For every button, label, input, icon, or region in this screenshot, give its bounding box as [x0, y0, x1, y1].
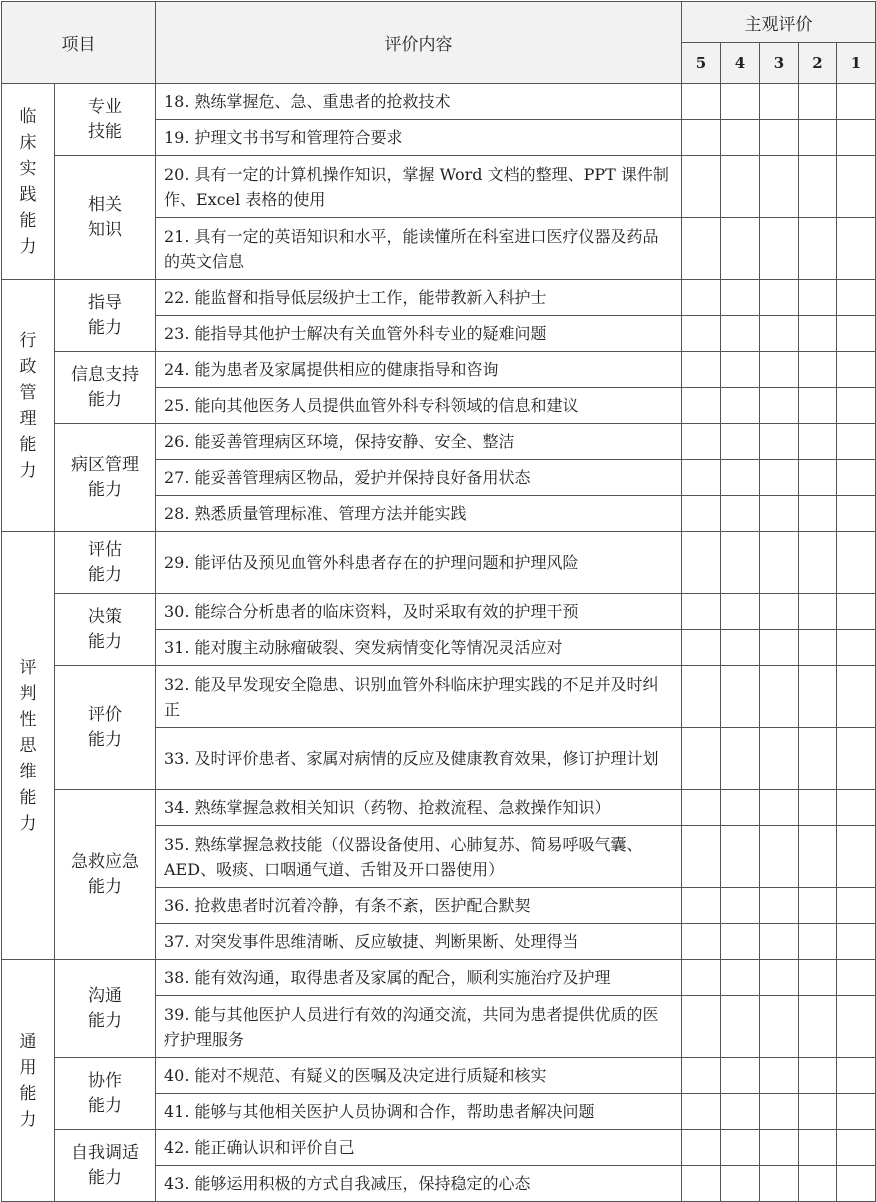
score-cell-2[interactable]	[799, 532, 837, 594]
subcategory-label: 相关知识	[88, 194, 122, 240]
score-cell-3[interactable]	[760, 316, 799, 352]
table-row	[2, 594, 876, 630]
score-cell-1[interactable]	[837, 888, 876, 924]
score-cell-1[interactable]	[837, 460, 876, 496]
subcategory-cell	[55, 424, 156, 532]
subcategory-cell	[55, 532, 156, 594]
score-cell-3[interactable]	[760, 84, 799, 120]
score-cell-3[interactable]	[760, 120, 799, 156]
subcategory-label: 病区管理能力	[71, 454, 139, 500]
score-cell-3[interactable]	[760, 1166, 799, 1202]
category-cell	[2, 532, 55, 960]
evaluation-item: 25. 能向其他医务人员提供血管外科专科领域的信息和建议	[156, 388, 682, 424]
score-cell-1[interactable]	[837, 996, 876, 1058]
score-cell-5[interactable]	[682, 496, 721, 532]
evaluation-item: 19. 护理文书书写和管理符合要求	[156, 120, 682, 156]
score-header-1: 1	[837, 43, 876, 84]
subcategory-cell	[55, 1058, 156, 1130]
score-cell-4[interactable]	[721, 826, 760, 888]
score-cell-4[interactable]	[721, 460, 760, 496]
score-cell-4[interactable]	[721, 1094, 760, 1130]
evaluation-item: 35. 熟练掌握急救技能（仪器设备使用、心肺复苏、简易呼吸气囊、AED、吸痰、口咽通气道、舌钳及开口器使用）	[156, 826, 682, 888]
score-cell-3[interactable]	[760, 424, 799, 460]
evaluation-item: 42. 能正确认识和评价自己	[156, 1130, 682, 1166]
subcategory-cell	[55, 1130, 156, 1202]
score-cell-3[interactable]	[760, 594, 799, 630]
score-cell-1[interactable]	[837, 790, 876, 826]
score-cell-5[interactable]	[682, 666, 721, 728]
header-content: 评价内容	[156, 2, 682, 84]
category-label: 评判性思维能力	[19, 657, 37, 834]
score-cell-5[interactable]	[682, 594, 721, 630]
table-row	[2, 1130, 876, 1166]
score-cell-4[interactable]	[721, 594, 760, 630]
subcategory-cell	[55, 156, 156, 280]
score-cell-2[interactable]	[799, 924, 837, 960]
score-cell-3[interactable]	[760, 156, 799, 218]
score-header-3: 3	[760, 43, 799, 84]
score-cell-5[interactable]	[682, 630, 721, 666]
score-cell-2[interactable]	[799, 120, 837, 156]
category-label: 通用能力	[19, 1031, 37, 1130]
subcategory-label: 评价能力	[88, 704, 122, 750]
score-cell-1[interactable]	[837, 280, 876, 316]
score-cell-3[interactable]	[760, 996, 799, 1058]
evaluation-item: 18. 熟练掌握危、急、重患者的抢救技术	[156, 84, 682, 120]
score-cell-5[interactable]	[682, 120, 721, 156]
score-cell-4[interactable]	[721, 1166, 760, 1202]
score-cell-2[interactable]	[799, 790, 837, 826]
score-cell-1[interactable]	[837, 630, 876, 666]
score-cell-4[interactable]	[721, 280, 760, 316]
score-cell-1[interactable]	[837, 532, 876, 594]
table-row	[2, 84, 876, 120]
score-cell-2[interactable]	[799, 460, 837, 496]
score-cell-2[interactable]	[799, 826, 837, 888]
score-cell-1[interactable]	[837, 218, 876, 280]
score-cell-4[interactable]	[721, 888, 760, 924]
table-row	[2, 280, 876, 316]
score-cell-5[interactable]	[682, 1130, 721, 1166]
evaluation-item: 31. 能对腹主动脉瘤破裂、突发病情变化等情况灵活应对	[156, 630, 682, 666]
score-cell-5[interactable]	[682, 728, 721, 790]
table-row	[2, 960, 876, 996]
score-cell-4[interactable]	[721, 120, 760, 156]
score-cell-2[interactable]	[799, 388, 837, 424]
table-row	[2, 666, 876, 728]
score-cell-1[interactable]	[837, 924, 876, 960]
score-cell-3[interactable]	[760, 460, 799, 496]
score-cell-2[interactable]	[799, 424, 837, 460]
score-cell-2[interactable]	[799, 630, 837, 666]
score-cell-2[interactable]	[799, 1094, 837, 1130]
subcategory-label: 决策能力	[88, 606, 122, 652]
score-cell-3[interactable]	[760, 1130, 799, 1166]
subcategory-cell	[55, 84, 156, 156]
score-cell-2[interactable]	[799, 1058, 837, 1094]
subcategory-cell	[55, 352, 156, 424]
score-cell-5[interactable]	[682, 352, 721, 388]
category-cell	[2, 280, 55, 532]
score-cell-2[interactable]	[799, 352, 837, 388]
table-row	[2, 352, 876, 388]
evaluation-item: 23. 能指导其他护士解决有关血管外科专业的疑难问题	[156, 316, 682, 352]
subcategory-label: 沟通能力	[88, 985, 122, 1031]
score-cell-3[interactable]	[760, 532, 799, 594]
score-cell-5[interactable]	[682, 924, 721, 960]
evaluation-item: 24. 能为患者及家属提供相应的健康指导和咨询	[156, 352, 682, 388]
score-cell-4[interactable]	[721, 1130, 760, 1166]
score-cell-5[interactable]	[682, 1166, 721, 1202]
evaluation-item: 33. 及时评价患者、家属对病情的反应及健康教育效果，修订护理计划	[156, 728, 682, 790]
subcategory-label: 信息支持能力	[71, 364, 139, 410]
score-cell-4[interactable]	[721, 790, 760, 826]
score-cell-5[interactable]	[682, 1058, 721, 1094]
score-cell-3[interactable]	[760, 728, 799, 790]
score-cell-1[interactable]	[837, 156, 876, 218]
subcategory-label: 专业技能	[88, 96, 122, 142]
score-cell-2[interactable]	[799, 316, 837, 352]
score-cell-1[interactable]	[837, 826, 876, 888]
score-cell-4[interactable]	[721, 532, 760, 594]
score-cell-4[interactable]	[721, 1058, 760, 1094]
score-cell-4[interactable]	[721, 424, 760, 460]
score-cell-1[interactable]	[837, 960, 876, 996]
score-cell-5[interactable]	[682, 1094, 721, 1130]
score-header-4: 4	[721, 43, 760, 84]
score-cell-2[interactable]	[799, 888, 837, 924]
score-cell-3[interactable]	[760, 960, 799, 996]
score-cell-5[interactable]	[682, 460, 721, 496]
score-cell-4[interactable]	[721, 666, 760, 728]
evaluation-item: 39. 能与其他医护人员进行有效的沟通交流，共同为患者提供优质的医疗护理服务	[156, 996, 682, 1058]
score-cell-1[interactable]	[837, 666, 876, 728]
table-row	[2, 1058, 876, 1094]
score-cell-5[interactable]	[682, 316, 721, 352]
score-cell-1[interactable]	[837, 84, 876, 120]
subcategory-label: 指导能力	[88, 292, 122, 338]
category-label: 行政管理能力	[19, 330, 37, 481]
category-label: 临床实践能力	[19, 106, 37, 257]
score-cell-4[interactable]	[721, 496, 760, 532]
evaluation-item: 43. 能够运用积极的方式自我减压，保持稳定的心态	[156, 1166, 682, 1202]
score-cell-3[interactable]	[760, 218, 799, 280]
score-cell-2[interactable]	[799, 1130, 837, 1166]
score-cell-1[interactable]	[837, 1094, 876, 1130]
score-cell-2[interactable]	[799, 156, 837, 218]
score-cell-5[interactable]	[682, 888, 721, 924]
score-cell-5[interactable]	[682, 996, 721, 1058]
score-cell-5[interactable]	[682, 218, 721, 280]
table-row	[2, 424, 876, 460]
score-cell-4[interactable]	[721, 924, 760, 960]
score-cell-2[interactable]	[799, 218, 837, 280]
evaluation-item: 32. 能及早发现安全隐患、识别血管外科临床护理实践的不足并及时纠正	[156, 666, 682, 728]
score-cell-5[interactable]	[682, 790, 721, 826]
subcategory-label: 评估能力	[88, 539, 122, 585]
score-cell-2[interactable]	[799, 496, 837, 532]
score-cell-5[interactable]	[682, 156, 721, 218]
table-row	[2, 790, 876, 826]
score-cell-5[interactable]	[682, 826, 721, 888]
score-cell-4[interactable]	[721, 84, 760, 120]
score-cell-4[interactable]	[721, 996, 760, 1058]
evaluation-item: 40. 能对不规范、有疑义的医嘱及决定进行质疑和核实	[156, 1058, 682, 1094]
evaluation-item: 34. 熟练掌握急救相关知识（药物、抢救流程、急救操作知识）	[156, 790, 682, 826]
score-cell-3[interactable]	[760, 1058, 799, 1094]
score-cell-5[interactable]	[682, 532, 721, 594]
score-cell-3[interactable]	[760, 280, 799, 316]
subcategory-label: 协作能力	[88, 1070, 122, 1116]
score-cell-1[interactable]	[837, 352, 876, 388]
score-cell-2[interactable]	[799, 280, 837, 316]
header-item: 项目	[2, 2, 156, 84]
score-cell-1[interactable]	[837, 1130, 876, 1166]
evaluation-item: 28. 熟悉质量管理标准、管理方法并能实践	[156, 496, 682, 532]
score-cell-3[interactable]	[760, 1094, 799, 1130]
score-cell-1[interactable]	[837, 594, 876, 630]
score-cell-1[interactable]	[837, 496, 876, 532]
score-cell-3[interactable]	[760, 666, 799, 728]
evaluation-item: 29. 能评估及预见血管外科患者存在的护理问题和护理风险	[156, 532, 682, 594]
score-cell-2[interactable]	[799, 1166, 837, 1202]
score-cell-3[interactable]	[760, 924, 799, 960]
evaluation-item: 20. 具有一定的计算机操作知识，掌握 Word 文档的整理、PPT 课件制作、Excel 表格的使用	[156, 156, 682, 218]
subcategory-cell	[55, 666, 156, 790]
evaluation-item: 26. 能妥善管理病区环境，保持安静、安全、整洁	[156, 424, 682, 460]
score-cell-4[interactable]	[721, 156, 760, 218]
subcategory-cell	[55, 790, 156, 960]
score-cell-5[interactable]	[682, 424, 721, 460]
evaluation-item: 36. 抢救患者时沉着冷静，有条不紊，医护配合默契	[156, 888, 682, 924]
score-cell-3[interactable]	[760, 790, 799, 826]
score-cell-3[interactable]	[760, 630, 799, 666]
evaluation-item: 27. 能妥善管理病区物品，爱护并保持良好备用状态	[156, 460, 682, 496]
evaluation-item: 37. 对突发事件思维清晰、反应敏捷、判断果断、处理得当	[156, 924, 682, 960]
score-cell-1[interactable]	[837, 120, 876, 156]
score-cell-4[interactable]	[721, 352, 760, 388]
score-cell-3[interactable]	[760, 888, 799, 924]
score-cell-2[interactable]	[799, 728, 837, 790]
score-cell-2[interactable]	[799, 666, 837, 728]
score-cell-4[interactable]	[721, 728, 760, 790]
evaluation-item: 38. 能有效沟通，取得患者及家属的配合，顺利实施治疗及护理	[156, 960, 682, 996]
category-cell	[2, 960, 55, 1202]
score-cell-4[interactable]	[721, 218, 760, 280]
subcategory-cell	[55, 280, 156, 352]
table-row	[2, 532, 876, 594]
subcategory-cell	[55, 960, 156, 1058]
subcategory-label: 急救应急能力	[71, 851, 139, 897]
score-cell-4[interactable]	[721, 960, 760, 996]
evaluation-item: 30. 能综合分析患者的临床资料，及时采取有效的护理干预	[156, 594, 682, 630]
subcategory-label: 自我调适能力	[71, 1142, 139, 1188]
score-cell-4[interactable]	[721, 388, 760, 424]
evaluation-item: 21. 具有一定的英语知识和水平，能读懂所在科室进口医疗仪器及药品的英文信息	[156, 218, 682, 280]
score-cell-2[interactable]	[799, 594, 837, 630]
score-cell-5[interactable]	[682, 280, 721, 316]
subcategory-cell	[55, 594, 156, 666]
score-cell-3[interactable]	[760, 352, 799, 388]
score-cell-5[interactable]	[682, 84, 721, 120]
score-cell-1[interactable]	[837, 728, 876, 790]
score-cell-4[interactable]	[721, 316, 760, 352]
score-cell-1[interactable]	[837, 1166, 876, 1202]
score-cell-1[interactable]	[837, 316, 876, 352]
score-cell-3[interactable]	[760, 496, 799, 532]
score-cell-3[interactable]	[760, 388, 799, 424]
evaluation-table	[1, 1, 876, 1202]
score-cell-2[interactable]	[799, 996, 837, 1058]
score-header-5: 5	[682, 43, 721, 84]
header-evaluation: 主观评价	[682, 2, 876, 43]
evaluation-item: 41. 能够与其他相关医护人员协调和合作，帮助患者解决问题	[156, 1094, 682, 1130]
score-cell-5[interactable]	[682, 388, 721, 424]
score-cell-2[interactable]	[799, 960, 837, 996]
score-cell-4[interactable]	[721, 630, 760, 666]
score-cell-5[interactable]	[682, 960, 721, 996]
evaluation-item: 22. 能监督和指导低层级护士工作，能带教新入科护士	[156, 280, 682, 316]
score-cell-3[interactable]	[760, 826, 799, 888]
score-cell-1[interactable]	[837, 424, 876, 460]
table-row	[2, 156, 876, 218]
score-header-2: 2	[799, 43, 837, 84]
score-cell-2[interactable]	[799, 84, 837, 120]
score-cell-1[interactable]	[837, 1058, 876, 1094]
category-cell	[2, 84, 55, 280]
score-cell-1[interactable]	[837, 388, 876, 424]
